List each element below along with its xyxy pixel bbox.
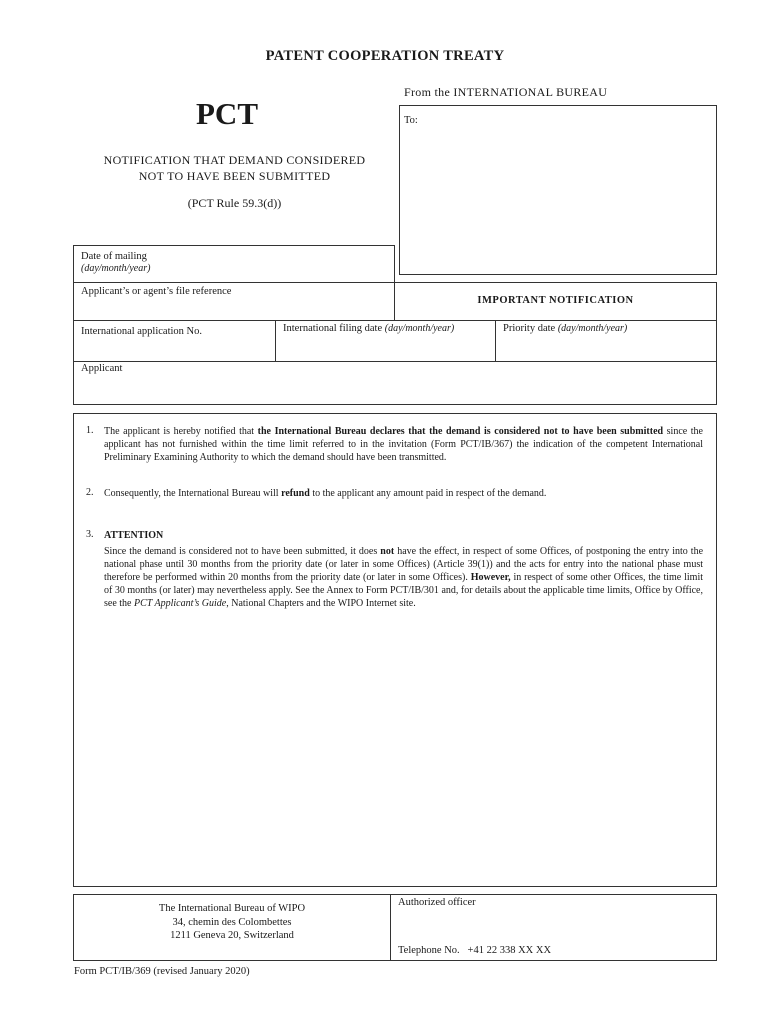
date-of-mailing-field bbox=[73, 245, 395, 283]
bureau-address-line1: The International Bureau of WIPO bbox=[158, 903, 306, 914]
international-application-no-field bbox=[73, 320, 276, 362]
to-label: To: bbox=[404, 115, 418, 126]
notification-title-line1: NOTIFICATION THAT DEMAND CONSIDERED bbox=[103, 153, 366, 167]
notification-title bbox=[72, 153, 397, 184]
important-notification-label: IMPORTANT NOTIFICATION bbox=[477, 295, 634, 306]
priority-date-label: Priority date (day/month/year) bbox=[503, 323, 628, 334]
applicant-label: Applicant bbox=[81, 363, 123, 374]
authorized-officer-label: Authorized officer bbox=[398, 897, 476, 908]
priority-date-field bbox=[495, 320, 717, 362]
form-identifier: Form PCT/IB/369 (revised January 2020) bbox=[74, 966, 250, 977]
item-2-number: 2. bbox=[86, 487, 94, 498]
item-3-number: 3. bbox=[86, 529, 94, 540]
international-bureau-address-box bbox=[73, 894, 391, 961]
telephone-line bbox=[398, 945, 551, 956]
item-1-number: 1. bbox=[86, 425, 94, 436]
pct-heading: PCT bbox=[196, 96, 258, 131]
item-2-text: Consequently, the International Bureau will refund to the applicant any amount paid in respect of the demand. bbox=[104, 488, 547, 499]
document-title: PATENT COOPERATION TREATY bbox=[265, 48, 505, 64]
international-filing-date-label: International filing date (day/month/year) bbox=[283, 323, 455, 334]
bureau-address-line3: 1211 Geneva 20, Switzerland bbox=[170, 930, 294, 941]
bureau-address bbox=[74, 902, 390, 943]
notification-title-line2: NOT TO HAVE BEEN SUBMITTED bbox=[138, 168, 331, 183]
date-format-hint: (day/month/year) bbox=[81, 263, 151, 274]
important-notification-box bbox=[394, 282, 717, 321]
applicant-field bbox=[73, 361, 717, 405]
item-3-text: Since the demand is considered not to have been submitted, it does not have the effect, in respect of some Offices, of postponing the entry into the national phase until 30 months from the priority date (or later in some Offices) (Article 39(1)) and the acts for entry into the national phase must therefore be performed within 20 months from the priority date (or later in some Offices). However, in respect of some other Offices, the time limit of 30 months (or later) may nevertheless apply. See the Annex to Form PCT/IB/301 and, for details about the applicable time limits, Office by Office, see the PCT Applicant’s Guide, National Chapters and the WIPO Internet site. bbox=[104, 546, 704, 609]
addressee-box bbox=[399, 105, 717, 275]
file-reference-label: Applicant’s or agent’s file reference bbox=[81, 286, 232, 297]
item-3-heading: ATTENTION bbox=[104, 530, 164, 541]
international-application-no-label: International application No. bbox=[81, 326, 203, 337]
authorized-officer-box bbox=[390, 894, 717, 961]
telephone-number: +41 22 338 XX XX bbox=[467, 945, 552, 956]
from-label: From the INTERNATIONAL BUREAU bbox=[404, 85, 608, 99]
international-filing-date-field bbox=[275, 320, 496, 362]
notification-body bbox=[73, 413, 717, 887]
file-reference-field bbox=[73, 282, 395, 321]
telephone-label: Telephone No. bbox=[398, 945, 460, 956]
date-of-mailing-label: Date of mailing bbox=[81, 251, 147, 262]
rule-reference: (PCT Rule 59.3(d)) bbox=[187, 196, 282, 210]
item-1-text: The applicant is hereby notified that the International Bureau declares that the demand is considered not to have been submitted since the applicant has not furnished within the time limit referred to in the invitation (Form PCT/IB/367) the indication of the competent International Preliminary Examining Authority to which the demand should have been transmitted. bbox=[104, 426, 703, 463]
bureau-address-line2: 34, chemin des Colombettes bbox=[172, 916, 292, 928]
